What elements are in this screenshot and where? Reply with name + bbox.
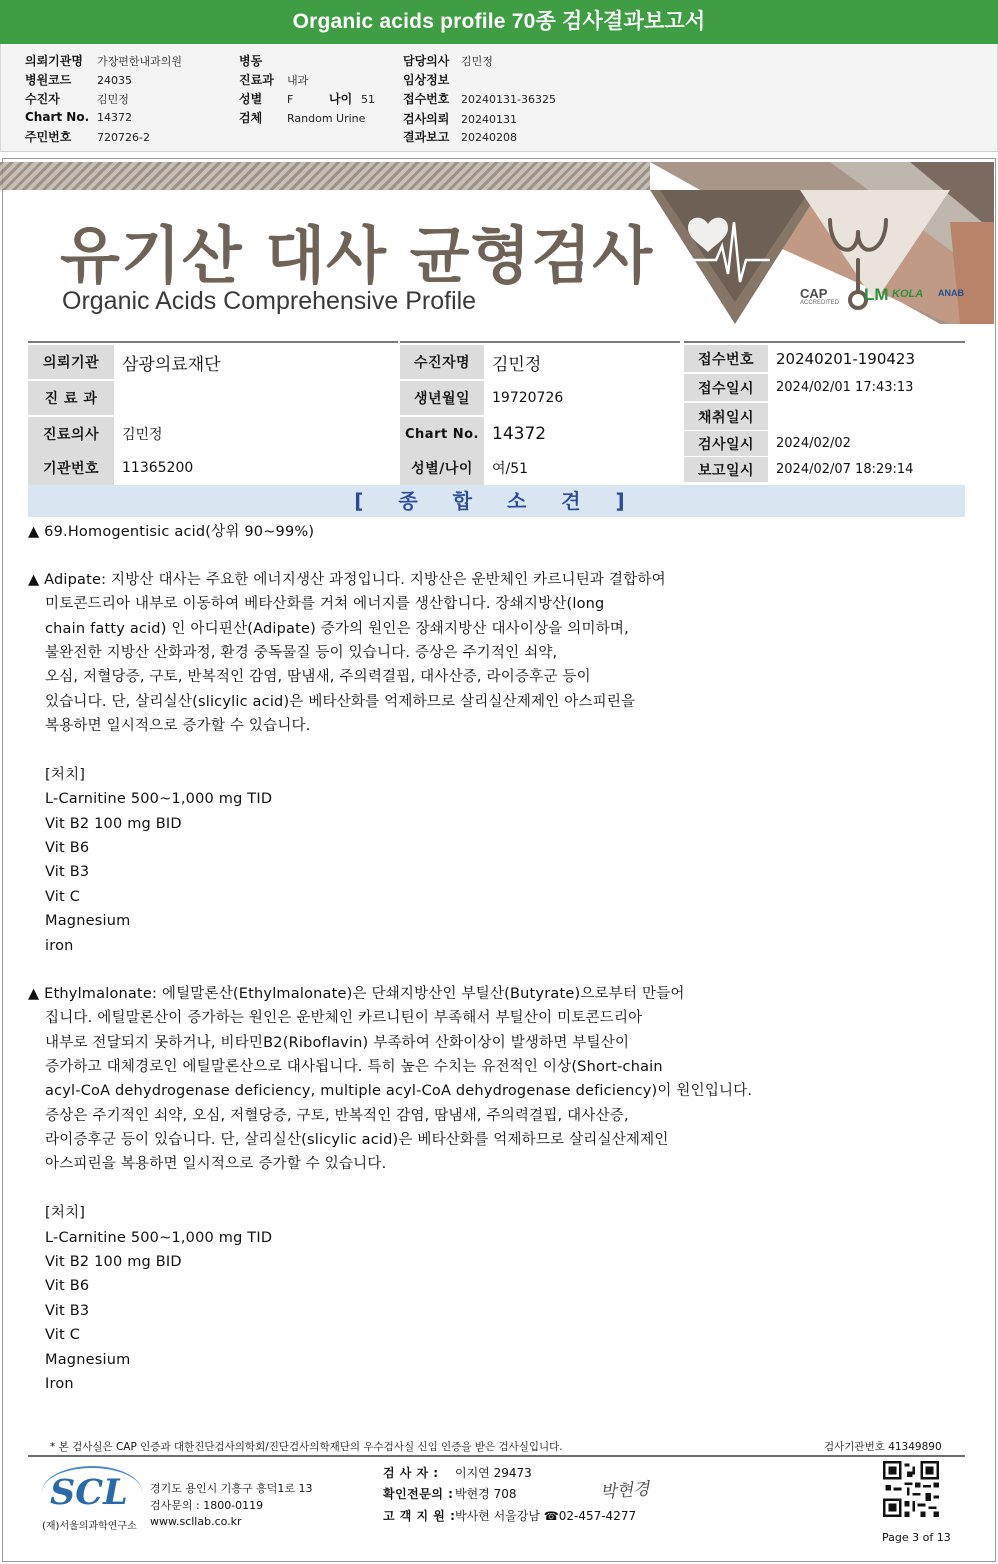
report-label: 보고일시 <box>684 457 768 482</box>
examiner-label: 검 사 자 : <box>383 1466 439 1480</box>
treatment-item: Vit B6 <box>45 840 90 856</box>
summary-heading: [ 종 합 소 견 ] <box>28 485 965 517</box>
institution-label: 의뢰기관명 <box>25 54 83 68</box>
finding-line: 라이증후군 등이 있습니다. 단, 살리실산(slicylic acid)은 베타산화를 억제하므로 살리실산제제인 <box>45 1132 669 1148</box>
finding-line: chain fatty acid) 인 아디핀산(Adipate) 증가의 원인은 장쇄지방산 대사이상을 의미하며, <box>45 621 629 637</box>
lab-phone: 검사문의 : 1800-0119 <box>150 1499 264 1512</box>
lm-logo: LM <box>864 285 889 304</box>
ward-label: 병동 <box>239 54 263 68</box>
anab-logo: ANAB <box>938 288 964 298</box>
treatment-heading: [처치] <box>45 767 86 783</box>
inst-no-value: 11365200 <box>122 460 194 476</box>
exam-value: 2024/02/02 <box>776 436 851 451</box>
treatment-item: iron <box>45 938 74 954</box>
specimen-label: 검체 <box>239 111 263 125</box>
clinical-label: 임상정보 <box>403 73 450 87</box>
finding-line: acyl-CoA dehydrogenase deficiency, multiple acyl-CoA dehydrogenase deficiency)이 원인입니다. <box>45 1083 753 1099</box>
treatment-item: Vit B2 100 mg BID <box>45 816 182 832</box>
lab-address: 경기도 용인시 기흥구 흥덕1로 13 <box>150 1482 313 1495</box>
treatment-item: Iron <box>45 1376 74 1392</box>
treatment-item: Vit C <box>45 1327 81 1343</box>
finding-line: 오심, 저혈당증, 구토, 반복적인 감염, 땀냄새, 주의력결핍, 대사산증, 라이증후군 등이 <box>45 669 591 685</box>
institution-value: 가장편한내과의원 <box>97 55 183 68</box>
support-row <box>383 1507 636 1524</box>
accreditation-note: * 본 검사실은 CAP 인증과 대한진단검사의학회/진단검사의학재단의 우수검사실 신임 인증을 받은 검사실입니다. <box>50 1441 563 1453</box>
hospital-code-value: 24035 <box>97 74 132 87</box>
sex-label: 성별 <box>239 92 263 106</box>
resident-label: 주민번호 <box>25 130 72 144</box>
treatment-item: Vit B2 100 mg BID <box>45 1254 182 1270</box>
certification-logos <box>800 284 970 314</box>
name-label: 수진자명 <box>400 345 484 379</box>
pt-doctor-label: 진료의사 <box>28 417 114 451</box>
confirm-value: 박현경 708 <box>455 1487 517 1501</box>
finding-line: ▲ Adipate: 지방산 대사는 주요한 에너지생산 과정입니다. 지방산은 운반체인 카르니틴과 결합하여 <box>28 572 666 588</box>
banner-hatch <box>0 162 650 190</box>
collect-value <box>768 403 776 430</box>
request-info-box <box>0 44 998 152</box>
dept-label: 진료과 <box>239 73 274 87</box>
support-value: 박사현 서울강남 ☎02-457-4277 <box>455 1509 637 1523</box>
cap-accredited-text: ACCREDITED <box>800 300 840 306</box>
receipt-label: 접수번호 <box>403 92 450 106</box>
pt-chart-value: 14372 <box>492 424 547 444</box>
finding-line: 있습니다. 단, 살리실산(slicylic acid)은 베타산화를 억제하므로 살리실산제제인 아스피린을 <box>45 694 636 710</box>
examiner-row <box>383 1464 532 1481</box>
finding-line: ▲ Ethylmalonate: 에틸말론산(Ethylmalonate)은 단쇄지방산인 부틸산(Butyrate)으로부터 만들어 <box>28 986 685 1002</box>
birth-value: 19720726 <box>492 390 564 406</box>
support-label: 고 객 지 원 : <box>383 1509 456 1523</box>
scl-logo: SCL <box>50 1472 128 1513</box>
kola-logo: KOLA <box>892 288 924 300</box>
patient-label: 수진자 <box>25 92 60 106</box>
confirm-row <box>383 1485 517 1502</box>
finding-line: 불완전한 지방산 산화과정, 환경 중독물질 등이 있습니다. 증상은 주기적인 쇠약, <box>45 645 558 661</box>
name-value: 김민정 <box>492 354 542 375</box>
confirm-label: 확인전문의 : <box>383 1487 454 1501</box>
receipt-value: 20240131-36325 <box>461 93 556 106</box>
pt-dept-label: 진 료 과 <box>28 381 114 415</box>
receipt-no-label: 접수번호 <box>684 345 768 372</box>
receipt-no-value: 20240201-190423 <box>776 349 916 368</box>
treatment-heading: [처치] <box>45 1205 86 1221</box>
treatment-item: Vit B3 <box>45 864 90 880</box>
patient-value: 김민정 <box>97 93 129 106</box>
inst-no-label: 기관번호 <box>28 451 114 485</box>
lab-website[interactable]: www.scllab.co.kr <box>150 1515 242 1528</box>
finding-line: 증상은 주기적인 쇠약, 오심, 저혈당증, 구토, 반복적인 감염, 땀냄새, 주의력결핍, 대사산증, <box>45 1108 629 1124</box>
sexage-value: 여/51 <box>492 461 529 477</box>
chart-value: 14372 <box>97 111 132 124</box>
collect-label: 채취일시 <box>684 403 768 430</box>
finding-line: 미토콘드리아 내부로 이동하여 베타산화를 거쳐 에너지를 생산합니다. 장쇄지방산(long <box>45 596 605 612</box>
patient-table-right <box>684 341 965 480</box>
doctor-label: 담당의사 <box>403 54 450 68</box>
pt-chart-label: Chart No. <box>400 417 484 451</box>
footer-divider <box>28 1455 965 1457</box>
treatment-item: Magnesium <box>45 1352 131 1368</box>
finding-line: 내부로 전달되지 못하거나, 비타민B2(Riboflavin) 부족하여 산화이상이 발생하면 부틸산이 <box>45 1035 630 1051</box>
reported-value: 20240208 <box>461 131 517 144</box>
finding-line: 복용하면 일시적으로 증가할 수 있습니다. <box>45 718 311 734</box>
requester-label: 의뢰기관 <box>28 345 114 379</box>
treatment-item: Vit C <box>45 889 81 905</box>
treatment-item: Vit B6 <box>45 1278 90 1294</box>
exam-label: 검사일시 <box>684 431 768 456</box>
report-title: Organic acids profile 70종 검사결과보고서 <box>0 0 998 44</box>
resident-value: 720726-2 <box>97 131 150 144</box>
doctor-value: 김민정 <box>461 55 493 68</box>
age-value: 51 <box>361 93 375 106</box>
sexage-label: 성별/나이 <box>400 451 484 485</box>
banner-title-en: Organic Acids Comprehensive Profile <box>62 287 477 315</box>
finding-line: 집니다. 에틸말론산이 증가하는 원인은 운반체인 카르니틴이 부족해서 부틸산이 미토콘드리아 <box>45 1010 643 1026</box>
patient-table-left <box>28 341 398 480</box>
finding-line: 증가하고 대체경로인 에틸말론산으로 대사됩니다. 특히 높은 수치는 유전적인 이상(Short-chain <box>45 1059 663 1075</box>
patient-table-middle <box>400 341 680 480</box>
requested-label: 검사의뢰 <box>403 112 450 126</box>
birth-label: 생년월일 <box>400 381 484 415</box>
lab-name: (재)서울의과학연구소 <box>42 1521 137 1532</box>
qr-code-icon <box>883 1461 939 1517</box>
cap-logo: CAP <box>800 286 828 301</box>
chart-label: Chart No. <box>25 110 90 124</box>
reported-label: 결과보고 <box>403 130 450 144</box>
age-label: 나이 <box>329 92 353 106</box>
examiner-value: 이지연 29473 <box>455 1466 532 1480</box>
report-value: 2024/02/07 18:29:14 <box>776 462 914 477</box>
requested-value: 20240131 <box>461 113 517 126</box>
institution-code: 검사기관번호 41349890 <box>824 1441 942 1453</box>
treatment-item: L-Carnitine 500~1,000 mg TID <box>45 791 273 807</box>
doctor-signature: 박현경 <box>599 1479 651 1503</box>
hospital-code-label: 병원코드 <box>25 73 72 87</box>
specimen-value: Random Urine <box>287 112 366 125</box>
finding-line: ▲ 69.Homogentisic acid(상위 90~99%) <box>28 524 315 540</box>
receipt-time-value: 2024/02/01 17:43:13 <box>776 380 914 395</box>
treatment-item: Magnesium <box>45 913 131 929</box>
treatment-item: L-Carnitine 500~1,000 mg TID <box>45 1230 273 1246</box>
banner-title-kr: 유기산 대사 균형검사 <box>60 219 654 292</box>
pt-doctor-value: 김민정 <box>122 427 163 443</box>
receipt-time-label: 접수일시 <box>684 374 768 401</box>
treatment-item: Vit B3 <box>45 1303 90 1319</box>
finding-line: 아스피린을 복용하면 일시적으로 증가할 수 있습니다. <box>45 1156 387 1172</box>
sex-value: F <box>287 93 294 106</box>
requester-value: 삼광의료재단 <box>122 354 221 375</box>
dept-value: 내과 <box>287 74 309 87</box>
page-number: Page 3 of 13 <box>882 1531 951 1544</box>
pt-dept-value <box>114 381 122 415</box>
